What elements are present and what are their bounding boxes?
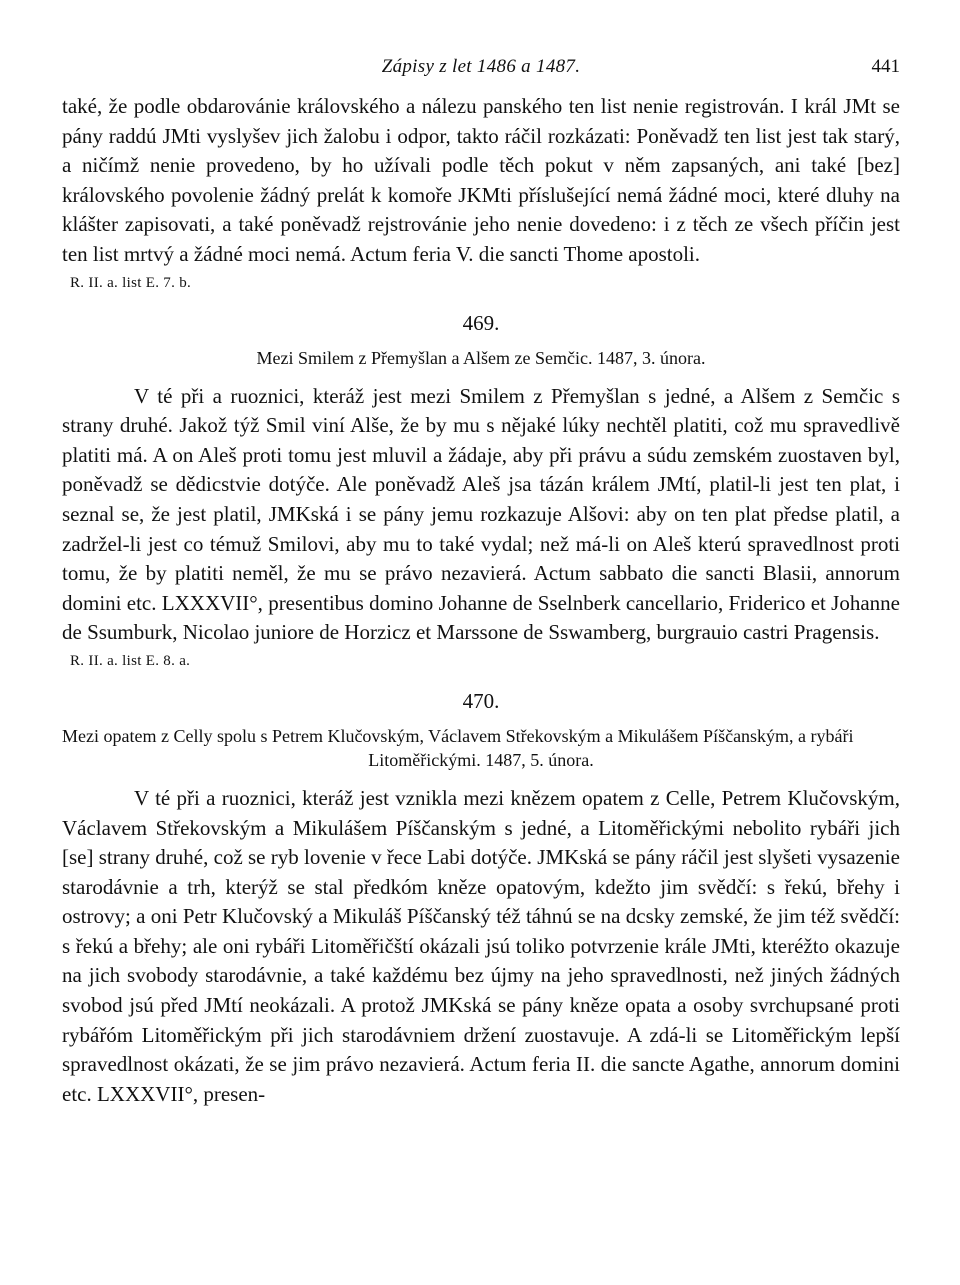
entry-heading: Mezi Smilem z Přemyšlan a Alšem ze Semčic. 1487, 3. února. bbox=[256, 347, 706, 368]
source-reference: R. II. a. list E. 7. b. bbox=[70, 274, 192, 291]
running-header bbox=[62, 52, 900, 92]
source-reference: R. II. a. list E. 8. a. bbox=[70, 652, 191, 669]
entry-heading: Mezi opatem z Celly spolu s Petrem Klučovským, Václavem Střekovským a Mikulášem Píščanským, a rybáři Litoměřickými. 1487, 5. února. bbox=[62, 725, 854, 770]
document-page bbox=[62, 52, 900, 1109]
continuation-paragraph: také, že podle obdarovánie královského a nálezu panského ten list nenie registrován. I král JMt se pány raddú JMti vyslyšev jich žalobu i odpor, takto ráčil rozkázati: Poněvadž ten list jest tak starý, a ničímž nenie provedeno, by ho užívali podle těch pokut v něm zapsaných, ani také [bez] královského povolenie žádný prelát k komoře JKMti příslušející nemá žádné moci, které dluhy na klášter zapisovati, a také poněvadž rejstrovánie jeho nenie dovedeno: i z těch ze všech příčin jest ten list mrtvý a žádné moci nemá. Actum feria V. die sancti Thome apostoli. bbox=[62, 94, 900, 266]
entry-paragraph: V té při a ruoznici, kteráž jest vznikla mezi knězem opatem z Celle, Petrem Klučovským, Václavem Střekovským a Mikulášem Píščanským s jedné, a Litoměřickými nebolito rybáři jich [se] strany druhé, což se ryb lovenie v řece Labi dotýče. JMKská se pány ráčil jest slyšeti vysazenie starodávnie a trh, kterýž se stal předkóm kněze opatovým, kdežto jim svědčí: s řekú, břehy i ostrovy; a oni Petr Klučovský a Mikuláš Píščanský též táhnú se na dcsky zemské, že jim též svědčí: s řekú a břehy; ale oni rybáři Litoměřičští okázali jsú toliko potvrzenie krále JMti, kteréžto okazuje na jich svobody starodávnie, a také každému bez újmy na jeho spravedlnosti, než jiných žádných svobod jsú před JMtí neokázali. A protož JMKská se pány kněze opata a osoby svrchupsané proti rybářóm Litoměřickým při jich starodávniem držení zuostavuje. A zdá-li se Litoměřickým lepší spravedlnost okázati, že se jim právo nezavierá. Actum feria II. die sancte Agathe, annorum domini etc. LXXXVII°, presen- bbox=[62, 785, 900, 1106]
entry-number: 470. bbox=[462, 688, 500, 713]
entry-paragraph: V té při a ruoznici, kteráž jest mezi Smilem z Přemyšlan s jedné, a Alšem z Semčic s strany druhé. Jakož týž Smil viní Alše, že by mu s nějaké lúky nechtěl platiti, což mu spravedlivě platiti má. A on Aleš proti tomu jest mluvil a žádaje, aby při právu a súdu zemském zuostaven byl, poněvadž se dědicstvie dotýče. Ale poněvadž Aleš jsa tázán králem JMtí, platil-li jest ten plat, i seznal se, že jest platil, JMKská i se pány jemu rozkazuje Alšovi: aby on ten plat předse platil, a zadržel-li jest co témuž Smilovi, aby mu to také vydal; než má-li on Aleš kterú spravedlnost proti tomu, že by platiti neměl, že mu se právo nezavierá. Actum sabbato die sancti Blasii, annorum domini etc. LXXXVII°, presentibus domino Johanne de Sselnberk cancellario, Friderico et Johanne de Ssumburk, Nicolao juniore de Horzicz et Marssone de Sswamberg, burgrauio castri Pragensis. bbox=[62, 383, 900, 645]
page-number: 441 bbox=[871, 56, 900, 77]
entry-number: 469. bbox=[462, 310, 500, 335]
running-title: Zápisy z let 1486 a 1487. bbox=[381, 56, 581, 77]
